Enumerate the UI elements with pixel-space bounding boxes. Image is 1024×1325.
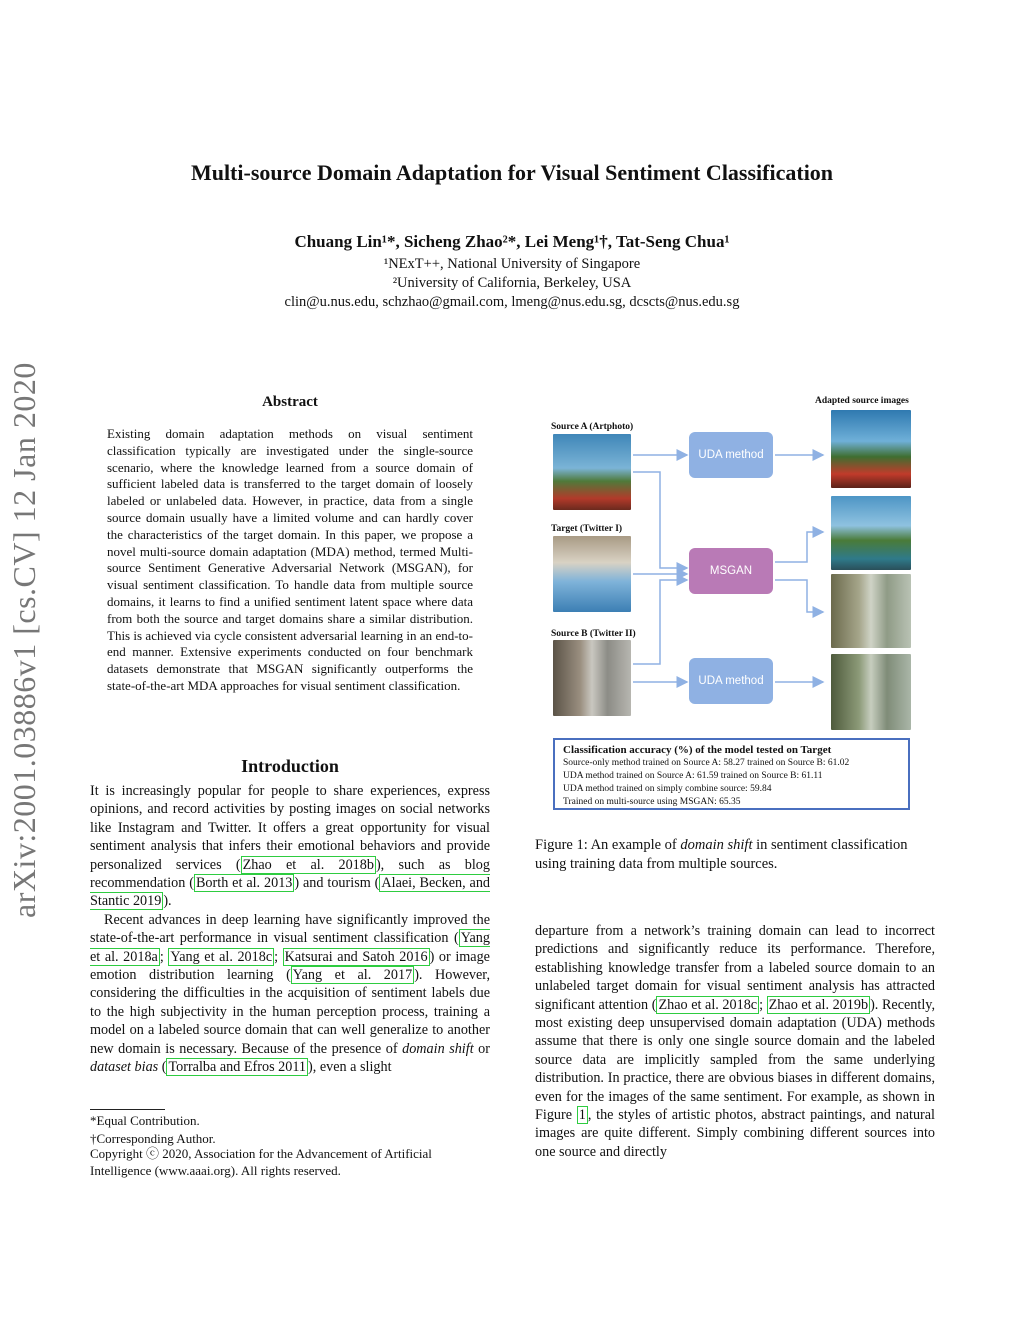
text-run: Recent advances in deep learning have significantly improved the state-of-the-art performance in visual sentiment classification ( <box>90 911 490 947</box>
msgan-box: MSGAN <box>689 548 773 594</box>
citation-link[interactable]: Torralba and Efros 2011 <box>168 1059 307 1076</box>
text-run: ), such as blog recommendation ( <box>90 856 490 892</box>
citation-link[interactable]: Zhao et al. 2019b <box>768 996 869 1013</box>
citation-link[interactable]: Yang et al. 2018c <box>170 948 273 965</box>
text-run: departure from a network’s training domain can lead to incorrect predictions and significantly reduce its performance. Therefore, establishing knowledge transfer from a labeled source domain to an unlabeled target domain for visual sentiment analysis has attracted significant attention ( <box>535 923 935 1013</box>
emphasis: domain shift <box>680 837 753 853</box>
adapted-msgan-source-a-image <box>831 496 911 570</box>
citation-link[interactable]: Zhao et al. 2018b <box>242 856 374 873</box>
figure-1-caption <box>535 836 935 874</box>
text-run: in sentiment classification using training data from multiple sources. <box>535 837 908 872</box>
affiliation-2: ²University of California, Berkeley, USA <box>392 275 632 291</box>
source-b-label: Source B (Twitter II) <box>551 629 636 639</box>
citation-link[interactable]: Katsurai and Satoh 2016 <box>284 948 428 965</box>
intro-paragraph-2 <box>90 911 490 1077</box>
accuracy-row-msgan: Trained on multi-source using MSGAN: 65.35 <box>563 797 741 807</box>
adapted-images-label: Adapted source images <box>815 396 909 406</box>
accuracy-row-uda: UDA method trained on Source A: 61.59 trained on Source B: 61.11 <box>563 771 823 781</box>
arxiv-stamp: arXiv:2001.03886v1 [cs.CV] 12 Jan 2020 <box>6 362 42 918</box>
text-run: ; <box>159 948 169 965</box>
citation-link[interactable]: Yang et al. 2017 <box>292 967 413 984</box>
emphasis: dataset bias <box>90 1059 159 1076</box>
left-column-body <box>90 782 490 1077</box>
text-run: ). However, considering the difficulties in the acquisition of sentiment labels due to the high subjectivity in the human perception process, training a model on a labeled source domain that can well generalize to another new domain is necessary. Because of the presence of <box>90 967 490 1057</box>
text-run: Figure 1: An example of <box>535 837 681 853</box>
text-run: ) and tourism ( <box>294 875 380 892</box>
right-column-body <box>535 922 935 1161</box>
footnote-equal-contribution: *Equal Contribution. <box>90 1113 200 1128</box>
abstract-text: Existing domain adaptation methods on visual sentiment classification typically are investigated under the single-source scenario, where the knowledge learned from a source domain of sufficient labeled data is transferred to the target domain of loosely labeled or unlabeled data. However, in practice, data from a single source domain usually have a limited volume and can hardly cover the characteristics of the target domain. In this paper, we propose a novel multi-source domain adaptation (MDA) method, termed Multi-source Sentiment Generative Adversarial Network (MSGAN), for visual sentiment classification. To handle data from multiple source domains, it learns to find a unified sentiment latent space where data from both the source and target domains share a similar distribution. This is achieved via cycle consistent adversarial learning in an end-to-end manner. Extensive experiments conducted on four benchmark datasets demonstrate that MSGAN significantly outperforms the state-of-the-art MDA approaches for visual sentiment classification. <box>107 426 473 693</box>
text-run: , the styles of artistic photos, abstract paintings, and natural images are quite different. Simply combining different sources into one source and directly <box>535 1107 936 1160</box>
figure-reference-link[interactable]: 1 <box>578 1107 586 1124</box>
citation-link[interactable]: Alaei, Becken, and Stantic 2019 <box>90 875 491 910</box>
citation-link[interactable]: Yang et al. 2018a <box>90 930 490 965</box>
adapted-msgan-source-b-image <box>831 574 911 648</box>
figure-1 <box>545 392 930 822</box>
text-run: ( <box>158 1059 167 1076</box>
affiliation-1: ¹NExT++, National University of Singapore <box>383 256 641 272</box>
text-run: ) or image emotion distribution learning ( <box>90 948 490 984</box>
intro-paragraph-1 <box>90 782 490 911</box>
footnote-rule <box>90 1109 165 1110</box>
accuracy-row-source-only: Source-only method trained on Source A: 58.27 trained on Source B: 61.02 <box>563 758 850 768</box>
author-emails: clin@u.nus.edu, schzhao@gmail.com, lmeng@nus.edu.sg, dcscts@nus.edu.sg <box>284 294 740 310</box>
author-list: Chuang Lin¹*, Sicheng Zhao²*, Lei Meng¹†, Tat-Seng Chua¹ <box>294 232 730 251</box>
adapted-artphoto-image <box>831 410 911 488</box>
copyright-notice: Copyright ⓒ 2020, Association for the Advancement of Artificial Intelligence (www.aaai.org). All rights reserved. <box>90 1146 432 1178</box>
adapted-uda-source-b-image <box>831 654 911 730</box>
accuracy-heading: Classification accuracy (%) of the model tested on Target <box>563 744 832 756</box>
uda-method-box-top: UDA method <box>689 432 773 478</box>
emphasis: domain shift <box>402 1040 474 1057</box>
accuracy-row-combined: UDA method trained on simply combine source: 59.84 <box>563 784 772 794</box>
text-run: or <box>473 1040 490 1057</box>
text-run: It is increasingly popular for people to share experiences, express opinions, and record activities by posting images on social networks like Instagram and Twitter. It offers a great opportunity for visual sentiment analysis that infers their emotional behaviors and provide personalized services ( <box>90 783 490 873</box>
target-label: Target (Twitter I) <box>551 524 623 534</box>
footnote-corresponding-author: †Corresponding Author. <box>90 1131 216 1146</box>
text-run: ). Recently, most existing deep unsupervised domain adaptation (UDA) methods assume that there is only one single source domain and the labeled source data are implicitly sampled from the same underlying distribution. In practice, there are obvious biases in different domains, even for the images of the same sentiment. For example, as shown in Figure <box>535 996 935 1124</box>
text-run: ), even a slight <box>308 1059 392 1076</box>
citation-link[interactable]: Zhao et al. 2018c <box>658 996 758 1013</box>
source-a-label: Source A (Artphoto) <box>551 422 634 432</box>
intro-paragraph-3 <box>535 922 935 1161</box>
citation-link[interactable]: Borth et al. 2013 <box>195 875 293 892</box>
abstract-heading: Abstract <box>262 394 318 410</box>
accuracy-summary-box <box>553 738 910 810</box>
text-run: ; <box>274 948 283 965</box>
text-run: ; <box>759 996 767 1013</box>
introduction-heading: Introduction <box>241 756 339 776</box>
paper-title: Multi-source Domain Adaptation for Visual Sentiment Classification <box>190 160 834 185</box>
uda-method-box-bottom: UDA method <box>689 658 773 704</box>
text-run: ). <box>163 893 172 910</box>
